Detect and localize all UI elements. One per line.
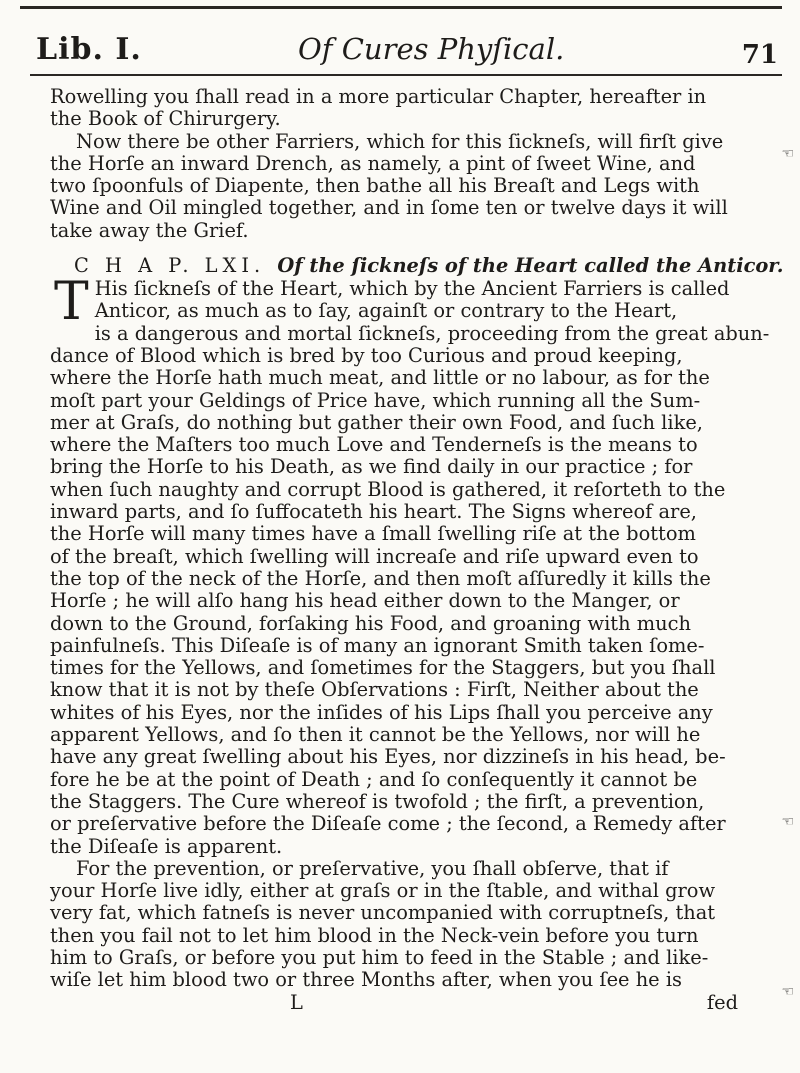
book-label: Lib. I. xyxy=(36,32,142,67)
pointing-hand-icon: ☜ xyxy=(781,146,794,162)
paragraph-rowelling xyxy=(50,86,758,131)
text-line: the Diſeaſe is apparent. xyxy=(50,834,283,858)
text-line: inward parts, and ſo ſuffocateth his heart. The Signs whereof are, xyxy=(50,500,697,524)
text-line: where the Horſe hath much meat, and little or no labour, as for the xyxy=(50,366,710,390)
paragraph-drench xyxy=(50,131,758,242)
text-line: Horſe ; he will alſo hang his head either down to the Manger, or xyxy=(50,589,680,613)
paragraph-anticor xyxy=(50,272,770,858)
text-line: His ſickneſs of the Heart, which by the Ancient Farriers is called xyxy=(94,277,730,301)
text-line: your Horſe live idly, either at graſs or in the ſtable, and withal grow xyxy=(50,879,716,903)
opening-lines xyxy=(50,272,758,333)
text-line: two ſpoonfuls of Diapente, then bathe all his Breaſt and Legs with xyxy=(50,174,700,198)
text-line: take away the Grief. xyxy=(50,218,249,242)
text-line: or preſervative before the Diſeaſe come ; the ſecond, a Remedy after xyxy=(50,812,726,836)
drop-cap: T xyxy=(54,272,89,333)
text-line: him to Graſs, or before you put him to feed in the Stable ; and like- xyxy=(50,945,709,969)
text-line: Rowelling you ſhall read in a more particular Chapter, hereafter in xyxy=(50,85,707,108)
running-header xyxy=(30,30,778,74)
text-line: Anticor, as much as to ſay, againſt or contrary to the Heart, xyxy=(94,299,678,323)
chapter-number: C H A P. LXI. xyxy=(74,254,266,278)
running-title: Of Cures Phyſical. xyxy=(298,32,565,66)
text-line: Wine and Oil mingled together, and in ſome ten or twelve days it will xyxy=(50,196,728,220)
text-line: For the prevention, or preſervative, you ſhall obſerve, that if xyxy=(76,856,669,880)
text-line: where the Maſters too much Love and Tenderneſs is the means to xyxy=(50,433,698,457)
pointing-hand-icon: ☜ xyxy=(781,984,794,1000)
text-line: the Horſe an inward Drench, as namely, a pint of ſweet Wine, and xyxy=(50,151,696,175)
text-line: then you fail not to let him blood in the Neck-vein before you turn xyxy=(50,923,699,947)
text-line: painfulneſs. This Diſeaſe is of many an ignorant Smith taken ſome- xyxy=(50,633,705,657)
text-line: Now there be other Farriers, which for this ſickneſs, will firſt give xyxy=(76,129,724,153)
page-number: 71 xyxy=(741,40,778,70)
text-line: whites of his Eyes, nor the inſides of his Lips ſhall you perceive any xyxy=(50,700,713,724)
page-footer xyxy=(50,992,758,1014)
text-line: times for the Yellows, and ſometimes for the Staggers, but you ſhall xyxy=(50,656,716,680)
top-rule xyxy=(20,6,782,9)
text-line: know that it is not by theſe Obſervations : Firſt, Neither about the xyxy=(50,678,699,702)
text-line: mer at Graſs, do nothing but gather their own Food, and ſuch like, xyxy=(50,410,703,434)
text-line: the Horſe will many times have a ſmall ſwelling riſe at the bottom xyxy=(50,522,696,546)
pointing-hand-icon: ☜ xyxy=(781,814,794,830)
text-line: dance of Blood which is bred by too Curious and proud keeping, xyxy=(50,343,683,367)
text-line: moſt part your Geldings of Price have, which running all the Sum- xyxy=(50,388,701,412)
text-line: is a dangerous and mortal ſickneſs, proceeding from the great abun- xyxy=(94,321,770,345)
text-line: apparent Yellows, and ſo then it cannot be the Yellows, nor will he xyxy=(50,723,701,747)
chapter-title: Of the ſickneſs of the Heart called the Anticor. xyxy=(277,254,784,278)
text-line: bring the Horſe to his Death, as we find daily in our practice ; for xyxy=(50,455,693,479)
text-line: down to the Ground, forſaking his Food, and groaning with much xyxy=(50,611,691,635)
signature-mark: L xyxy=(290,990,303,1014)
text-line: have any great ſwelling about his Eyes, nor dizzineſs in his head, be- xyxy=(50,745,726,769)
chapter-heading xyxy=(50,254,784,278)
text-line: fore he be at the point of Death ; and ſo conſequently it cannot be xyxy=(50,767,698,791)
text-line: wiſe let him blood two or three Months after, when you ſee he is xyxy=(50,968,682,992)
text-line: the Staggers. The Cure whereof is twofold ; the firſt, a prevention, xyxy=(50,789,705,813)
text-line: the top of the neck of the Horſe, and then moſt aſſuredly it kills the xyxy=(50,566,711,590)
catchword: fed xyxy=(706,990,738,1014)
text-line: very fat, which fatneſs is never uncompanied with corruptneſs, that xyxy=(50,901,716,925)
text-line: of the breaſt, which ſwelling will increaſe and riſe upward even to xyxy=(50,544,699,568)
text-line: the Book of Chirurgery. xyxy=(50,107,281,131)
header-rule xyxy=(30,74,782,76)
body-text xyxy=(50,85,784,1014)
text-line: when ſuch naughty and corrupt Blood is gathered, it reſorteth to the xyxy=(50,477,726,501)
paragraph-prevention xyxy=(50,858,758,992)
